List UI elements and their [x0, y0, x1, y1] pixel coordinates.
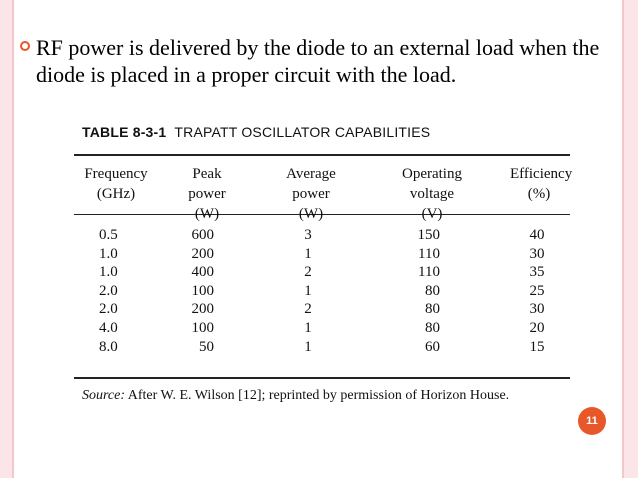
header-peak-power: Peak power (W): [188, 166, 226, 222]
table-cell: 80: [425, 301, 440, 318]
header-efficiency: Efficiency (%): [510, 166, 573, 202]
table-cell: 2.0: [99, 301, 118, 318]
slide-number-badge: 11: [578, 407, 606, 435]
table-cell: 15: [529, 338, 545, 355]
table-cell: 60: [425, 338, 440, 355]
source-label: Source:: [82, 388, 126, 403]
table-cell: 30: [529, 245, 545, 262]
table-cell: 2: [304, 301, 312, 318]
table-bottom-rule: [74, 377, 570, 379]
table-cell: 4.0: [99, 319, 118, 336]
table-cell: 25: [529, 282, 545, 299]
table-cell: 2.0: [99, 282, 118, 299]
table-cell: 1.0: [99, 245, 118, 262]
table-cell: 1.0: [99, 264, 118, 281]
table-cell: 35: [529, 264, 545, 281]
table-cell: 150: [417, 227, 440, 243]
source-text: After W. E. Wilson [12]; reprinted by permission of Horizon House.: [127, 388, 510, 403]
column-efficiency: [526, 226, 548, 356]
table-cell: 30: [529, 301, 545, 318]
column-frequency: [99, 226, 139, 356]
column-operating-voltage: [410, 226, 440, 356]
column-peak-power: [180, 226, 214, 356]
header-frequency: Frequency (GHz): [84, 166, 148, 202]
bullet-point: [20, 34, 610, 88]
table-cell: 110: [418, 245, 440, 262]
table-cell: 3: [304, 227, 312, 243]
table-cell: 1: [304, 245, 312, 262]
table-cell: 100: [191, 282, 214, 299]
left-border-line: [12, 0, 14, 478]
header-operating-voltage: Operating voltage (V): [402, 166, 462, 222]
table-cell: 50: [199, 338, 214, 355]
table-cell: 40: [529, 227, 545, 243]
left-border: [0, 0, 12, 478]
table-cell: 1: [304, 338, 312, 355]
table-cell: 200: [191, 245, 214, 262]
table-cell: 20: [529, 319, 545, 336]
table-cell: 0.5: [99, 227, 118, 243]
table-cell: 1: [304, 319, 312, 336]
table-title: TRAPATT OSCILLATOR CAPABILITIES: [174, 124, 431, 140]
table-cell: 400: [191, 264, 214, 281]
table-cell: 1: [304, 282, 312, 299]
table-cell: 80: [425, 319, 440, 336]
table-cell: 110: [418, 264, 440, 281]
bullet-text: RF power is delivered by the diode to an external load when the diode is placed in a proper circuit with the load.: [36, 35, 600, 87]
table-caption: [82, 124, 430, 140]
right-border: [624, 0, 638, 478]
table-cell: 600: [191, 227, 214, 243]
table-cell: 8.0: [99, 338, 118, 355]
column-average-power: [296, 226, 320, 356]
header-average-power: Average power (W): [286, 166, 336, 222]
table-source: [82, 388, 509, 404]
table-cell: 100: [191, 319, 214, 336]
table-cell: 2: [304, 264, 312, 281]
table-cell: 200: [191, 301, 214, 318]
table-top-rule: [74, 154, 570, 156]
table-cell: 80: [425, 282, 440, 299]
table-number: TABLE 8-3-1: [82, 124, 167, 140]
bullet-circle-icon: [20, 41, 30, 51]
